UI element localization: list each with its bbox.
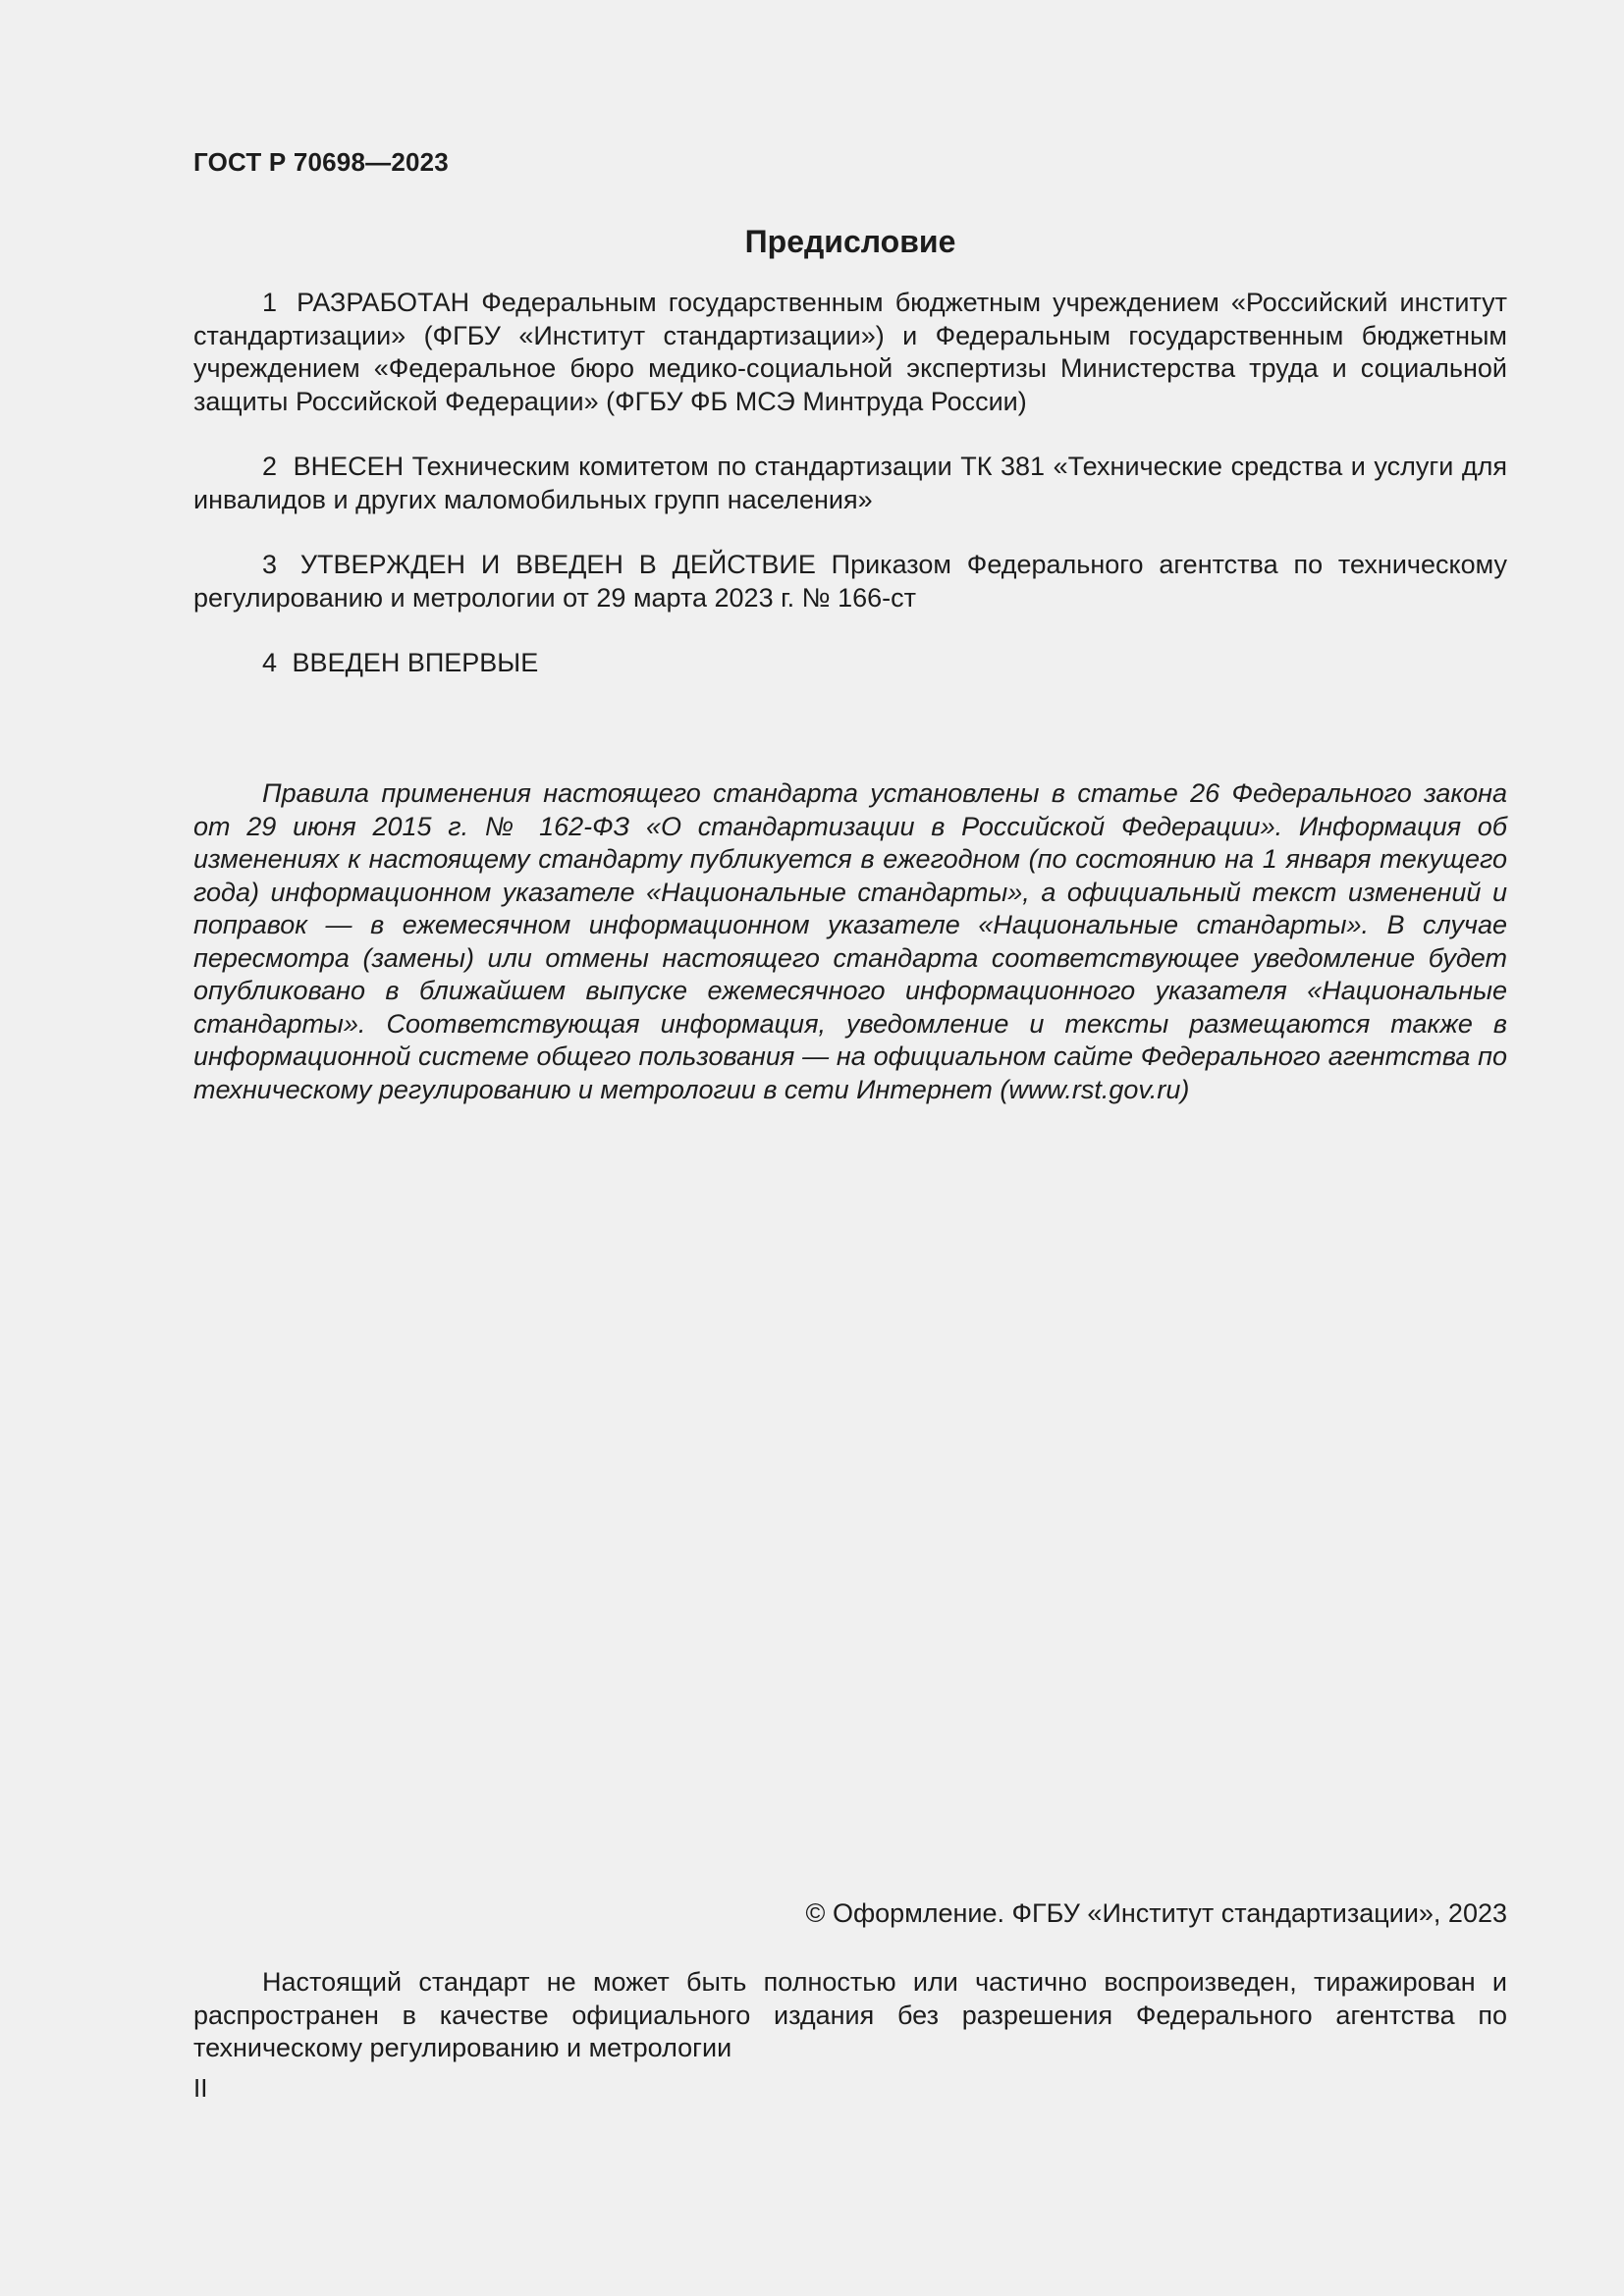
- foreword-item-3: [193, 549, 1507, 614]
- foreword-item-4: [193, 647, 1507, 680]
- rules-note: Правила применения настоящего стандарта установлены в статье 26 Федерального закона от 29 июня 2015 г. № 162-ФЗ «О стандартизации в Российской Федерации». Информация об изменениях к настоящему стандарту публикуется в ежегодном (по состоянию на 1 января текущего года) информационном указателе «Национальные стандарты», а официальный текст изменений и поправок — в ежемесячном информационном указателе «Национальные стандарты». В случае пересмотра (замены) или отмены настоящего стандарта соответствующее уведомление будет опубликовано в ближайшем выпуске ежемесячного информационного указателя «Национальные стандарты». Соответствующая информация, уведомление и тексты размещаются также в информационной системе общего пользования — на официальном сайте Федерального агентства по техническому регулированию и метрологии в сети Интернет (www.rst.gov.ru): [193, 778, 1507, 1104]
- foreword-title: Предисловие: [744, 224, 956, 259]
- item-text: УТВЕРЖДЕН И ВВЕДЕН В ДЕЙСТВИЕ Приказом Федерального агентства по техническому регулированию и метрологии от 29 марта 2023 г. № 166-ст: [193, 550, 1507, 613]
- item-text: ВВЕДЕН ВПЕРВЫЕ: [292, 648, 539, 677]
- page-number: II: [193, 2073, 208, 2103]
- copyright-notice: © Оформление. ФГБУ «Институт стандартизации», 2023: [805, 1898, 1507, 1928]
- foreword-item-2: [193, 451, 1507, 516]
- item-number: 2: [262, 452, 278, 481]
- item-number: 3: [262, 550, 278, 579]
- item-number: 1: [262, 288, 278, 317]
- item-text: ВНЕСЕН Техническим комитетом по стандартизации ТК 381 «Технические средства и услуги для инвалидов и других маломобильных групп населения»: [193, 452, 1507, 514]
- item-text: РАЗРАБОТАН Федеральным государственным бюджетным учреждением «Российский институт стандартизации» (ФГБУ «Институт стандартизации») и Федеральным государственным бюджетным учреждением «Федеральное бюро медико-социальной экспертизы Министерства труда и социальной защиты Российской Федерации» (ФГБУ ФБ МСЭ Минтруда России): [193, 288, 1507, 416]
- item-number: 4: [262, 648, 278, 677]
- document-code: ГОСТ Р 70698—2023: [193, 147, 449, 177]
- foreword-item-1: [193, 287, 1507, 418]
- reproduction-notice: Настоящий стандарт не может быть полностью или частично воспроизведен, тиражирован и распространен в качестве официального издания без разрешения Федерального агентства по техническому регулированию и метрологии: [193, 1967, 1507, 2062]
